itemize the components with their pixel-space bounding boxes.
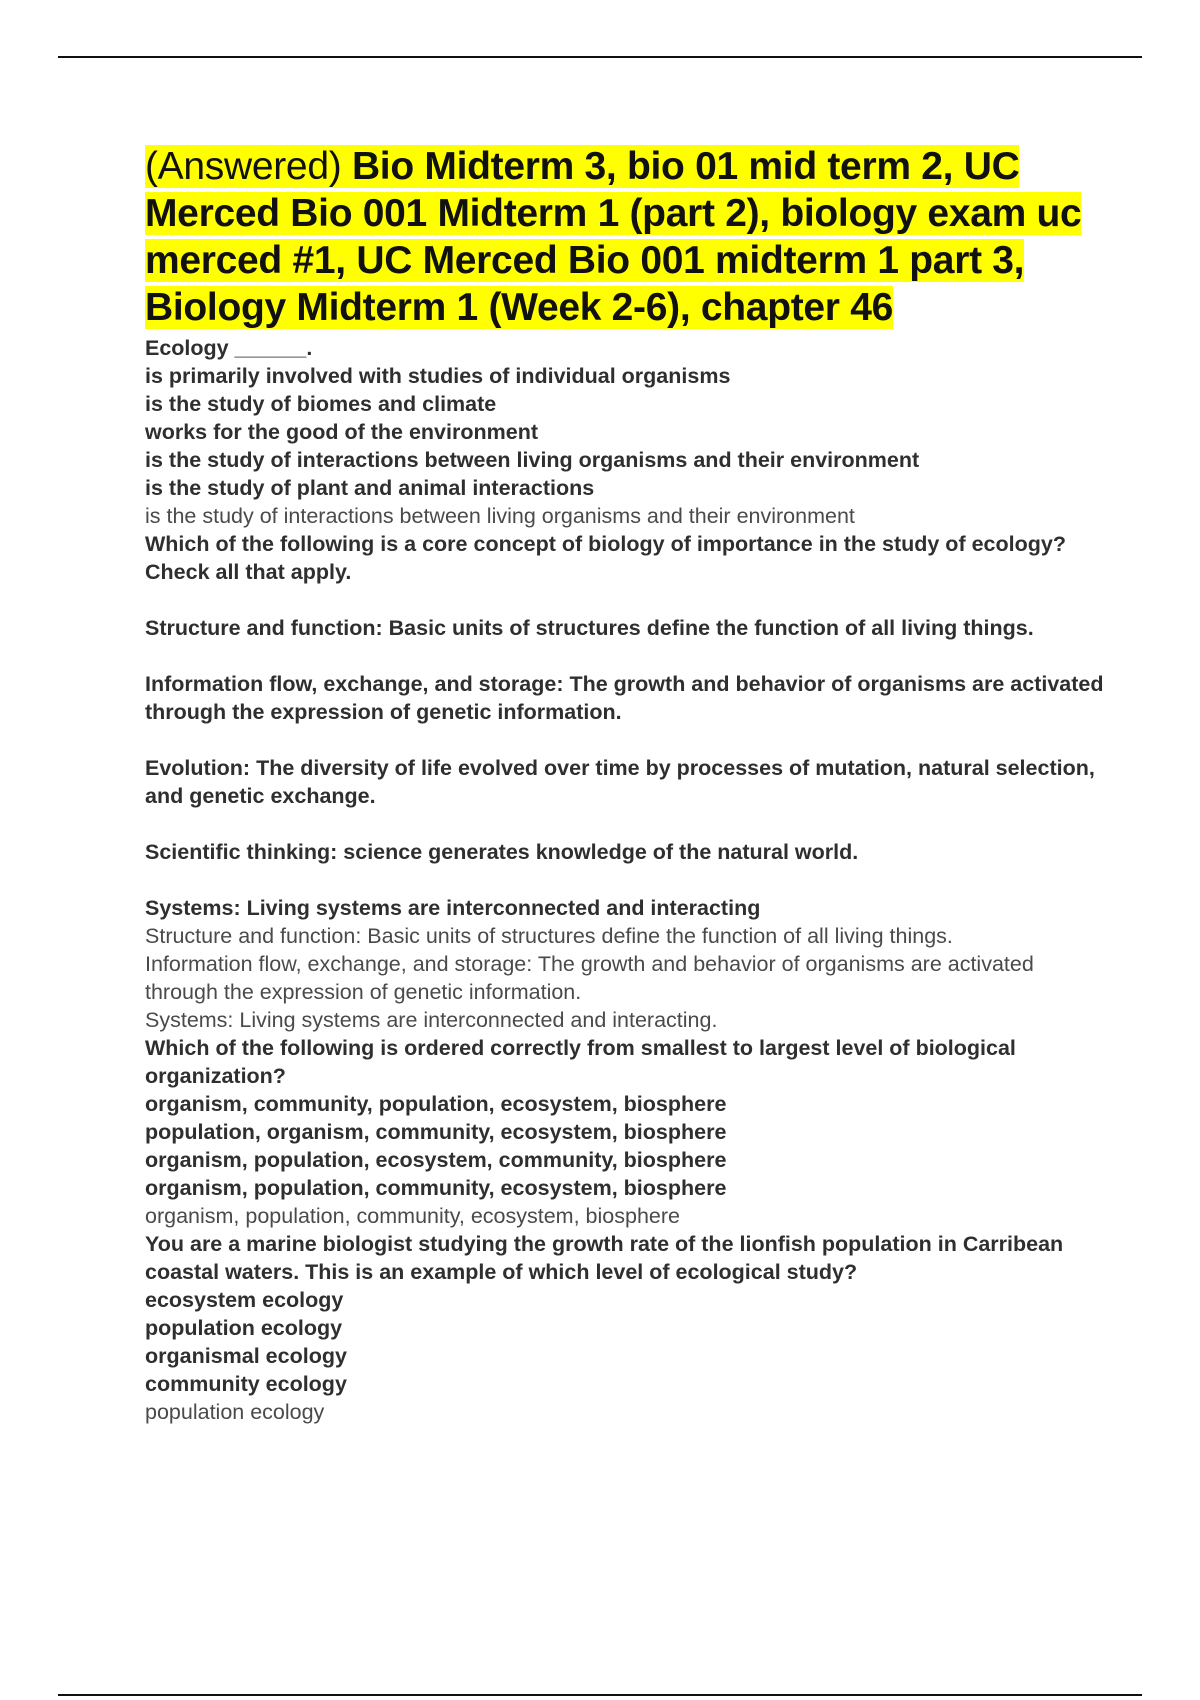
q2-option: Structure and function: Basic units of structures define the function of all living things. <box>145 616 1034 640</box>
document-title <box>145 143 1095 331</box>
question-4: You are a marine biologist studying the growth rate of the lionfish population in Carribean coastal waters. This is an example of which level of ecological study? <box>145 1232 1064 1284</box>
q1-option: works for the good of the environment <box>145 420 538 444</box>
question-2: Which of the following is a core concept of biology of importance in the study of ecology? Check all that apply. <box>145 532 1066 584</box>
q3-option: organism, population, community, ecosystem, biosphere <box>145 1176 727 1200</box>
q2-option: Systems: Living systems are interconnected and interacting <box>145 896 761 920</box>
bottom-rule <box>58 1694 1142 1696</box>
q3-option: population, organism, community, ecosystem, biosphere <box>145 1120 727 1144</box>
q1-option: is the study of biomes and climate <box>145 392 497 416</box>
document-body <box>145 334 1105 1426</box>
q2-option: Evolution: The diversity of life evolved over time by processes of mutation, natural selection, and genetic exchange. <box>145 756 1095 808</box>
q1-option: is the study of plant and animal interactions <box>145 476 595 500</box>
q2-answer: Information flow, exchange, and storage: The growth and behavior of organisms are activated through the expression of genetic information. <box>145 952 1034 1004</box>
q2-option: Information flow, exchange, and storage: The growth and behavior of organisms are activated through the expression of genetic information. <box>145 672 1104 724</box>
q1-option: is primarily involved with studies of individual organisms <box>145 364 731 388</box>
q4-option: community ecology <box>145 1372 347 1396</box>
q4-option: population ecology <box>145 1316 343 1340</box>
q2-answer: Systems: Living systems are interconnected and interacting. <box>145 1008 718 1032</box>
question-1: Ecology ______. <box>145 336 313 360</box>
top-rule <box>58 56 1142 58</box>
question-3: Which of the following is ordered correctly from smallest to largest level of biological organization? <box>145 1036 1016 1088</box>
q2-option: Scientific thinking: science generates knowledge of the natural world. <box>145 840 859 864</box>
q3-option: organism, community, population, ecosystem, biosphere <box>145 1092 727 1116</box>
q4-option: ecosystem ecology <box>145 1288 344 1312</box>
q1-option: is the study of interactions between living organisms and their environment <box>145 448 920 472</box>
q2-answer: Structure and function: Basic units of structures define the function of all living things. <box>145 924 953 948</box>
q4-option: organismal ecology <box>145 1344 347 1368</box>
title-text: Bio Midterm 3, bio 01 mid term 2, UC Merced Bio 001 Midterm 1 (part 2), biology exam uc merced #1, UC Merced Bio 001 midterm 1 part 3, Biology Midterm 1 (Week 2-6), chapter 46 <box>145 145 1082 329</box>
q3-option: organism, population, ecosystem, community, biosphere <box>145 1148 727 1172</box>
q3-answer: organism, population, community, ecosystem, biosphere <box>145 1204 680 1228</box>
q1-answer: is the study of interactions between living organisms and their environment <box>145 504 855 528</box>
q4-answer: population ecology <box>145 1400 325 1424</box>
title-lead: (Answered) <box>145 145 352 188</box>
